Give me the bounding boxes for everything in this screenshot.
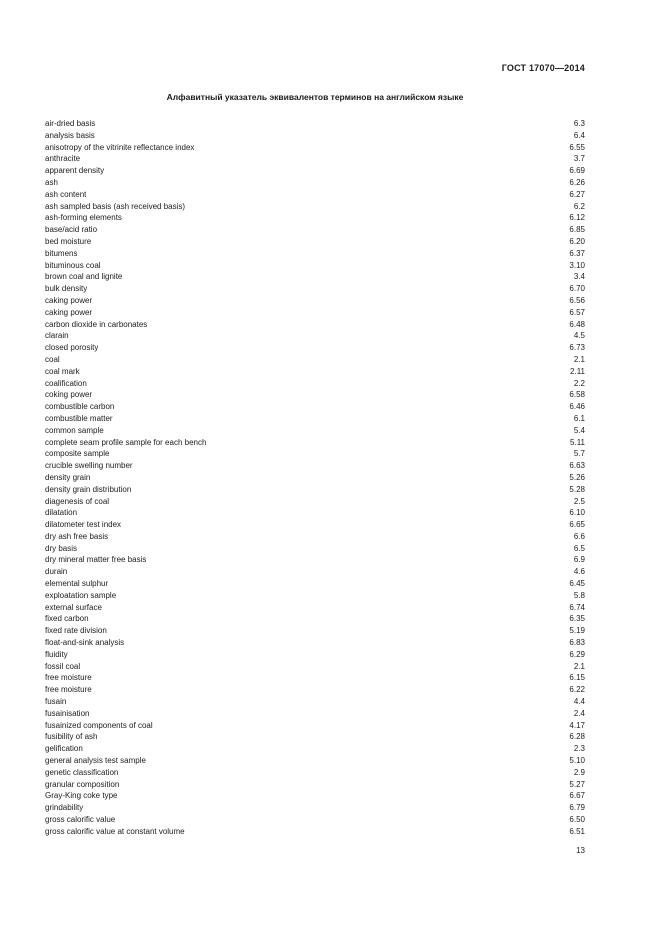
index-entry [45,578,585,590]
index-term: bituminous coal [45,260,101,270]
index-ref: 5.4 [573,425,585,435]
index-entry [45,566,585,578]
index-term: free moisture [45,685,92,695]
index-entry [45,531,585,543]
index-entry [45,236,585,248]
index-ref: 6.5 [573,543,585,553]
index-term: diagenesis of coal [45,496,110,506]
index-ref: 3.7 [573,154,585,164]
index-ref: 6.2 [573,201,585,211]
index-ref: 4.4 [573,697,585,707]
index-term: apparent density [45,166,105,176]
index-title: Алфавитный указатель эквивалентов терминов на английском языке [166,92,464,102]
index-ref: 6.22 [569,685,585,695]
index-entry [45,731,585,743]
index-ref: 2.11 [570,366,585,376]
index-term: fixed rate division [45,626,107,636]
index-entry [45,826,585,838]
index-ref: 2.3 [573,744,585,754]
index-ref: 6.83 [569,638,585,648]
index-ref: 6.48 [569,319,585,329]
index-list [45,118,585,838]
index-ref: 6.55 [569,142,585,152]
index-term: genetic classification [45,767,119,777]
index-ref: 6.70 [569,284,585,294]
index-entry [45,118,585,130]
index-term: air-dried basis [45,119,96,128]
index-term: clarain [45,331,69,341]
index-term: analysis basis [45,130,95,140]
index-term: composite sample [45,449,110,459]
index-term: bitumens [45,248,78,258]
index-ref: 6.12 [569,213,585,223]
index-ref: 6.6 [573,531,585,541]
index-ref: 6.79 [569,803,585,813]
index-entry [45,354,585,366]
index-entry [45,153,585,165]
index-entry [45,295,585,307]
index-ref: 6.28 [569,732,585,742]
index-entry [45,814,585,826]
index-term: dry basis [45,543,78,553]
index-entry [45,260,585,272]
index-term: coalification [45,378,87,388]
index-term: fusibility of ash [45,732,98,742]
index-entry [45,142,585,154]
index-term: fluidity [45,649,68,659]
index-ref: 5.19 [569,626,585,636]
index-entry [45,201,585,213]
index-term: granular composition [45,779,120,789]
index-term: ash [45,177,58,187]
index-ref: 6.15 [569,673,585,683]
index-term: caking power [45,307,93,317]
index-ref: 5.8 [573,590,585,600]
index-ref: 5.11 [570,437,585,447]
index-ref: 6.4 [573,130,585,140]
index-term: dilatation [45,508,78,518]
index-term: dry ash free basis [45,531,109,541]
index-term: exploatation sample [45,590,117,600]
index-entry [45,613,585,625]
index-entry [45,425,585,437]
index-term: common sample [45,425,104,435]
index-term: gross calorific value at constant volume [45,826,185,836]
index-entry [45,389,585,401]
index-entry [45,708,585,720]
index-term: closed porosity [45,343,99,353]
page-number: 13 [576,846,585,855]
index-ref: 6.1 [573,413,585,423]
index-ref: 6.9 [573,555,585,565]
index-entry [45,743,585,755]
index-entry [45,307,585,319]
index-entry [45,720,585,732]
index-entry [45,330,585,342]
index-term: density grain distribution [45,484,132,494]
index-term: density grain [45,472,91,482]
index-entry [45,401,585,413]
index-ref: 6.3 [573,119,585,128]
index-term: elemental sulphur [45,579,109,589]
index-term: ash-forming elements [45,213,122,223]
index-entry [45,649,585,661]
index-entry [45,767,585,779]
index-ref: 6.56 [569,295,585,305]
index-entry [45,130,585,142]
index-entry [45,342,585,354]
index-entry [45,507,585,519]
index-ref: 6.27 [569,189,585,199]
index-entry [45,413,585,425]
index-ref: 6.29 [569,649,585,659]
index-entry [45,448,585,460]
index-ref: 2.1 [573,661,585,671]
index-entry [45,165,585,177]
index-ref: 6.67 [569,791,585,801]
index-entry [45,696,585,708]
index-term: crucible swelling number [45,461,133,471]
index-term: gelification [45,744,83,754]
index-entry [45,661,585,673]
index-ref: 4.17 [569,720,585,730]
index-term: brown coal and lignite [45,272,123,282]
index-term: float-and-sink analysis [45,638,125,648]
index-ref: 3.4 [573,272,585,282]
index-ref: 6.45 [569,579,585,589]
index-entry [45,790,585,802]
index-term: combustible matter [45,413,113,423]
index-ref: 6.20 [569,236,585,246]
index-ref: 5.28 [569,484,585,494]
index-ref: 6.58 [569,390,585,400]
index-entry [45,271,585,283]
index-ref: 5.26 [569,472,585,482]
index-entry [45,437,585,449]
index-entry [45,543,585,555]
index-entry [45,283,585,295]
index-entry [45,802,585,814]
index-term: fixed carbon [45,614,89,624]
index-ref: 4.6 [573,567,585,577]
index-ref: 2.9 [573,767,585,777]
index-entry [45,519,585,531]
index-term: ash sampled basis (ash received basis) [45,201,186,211]
index-entry [45,484,585,496]
index-term: coking power [45,390,93,400]
document-number: ГОСТ 17070—2014 [501,63,585,73]
index-ref: 6.74 [569,602,585,612]
index-ref: 5.10 [569,756,585,766]
index-term: dilatometer test index [45,520,122,530]
index-term: combustible carbon [45,402,115,412]
index-term: gross calorific value [45,815,116,825]
index-entry [45,684,585,696]
index-term: anthracite [45,154,81,164]
index-ref: 6.69 [569,166,585,176]
index-term: fusain [45,697,67,707]
index-entry [45,496,585,508]
index-entry [45,779,585,791]
index-term: coal [45,354,60,364]
index-entry [45,625,585,637]
index-ref: 6.73 [569,343,585,353]
index-term: dry mineral matter free basis [45,555,147,565]
index-ref: 6.35 [569,614,585,624]
index-term: complete seam profile sample for each bench [45,437,207,447]
index-entry [45,319,585,331]
index-term: fusainized components of coal [45,720,153,730]
index-term: general analysis test sample [45,756,146,766]
index-ref: 6.26 [569,177,585,187]
index-ref: 6.57 [569,307,585,317]
index-term: external surface [45,602,102,612]
index-entry [45,460,585,472]
index-ref: 2.2 [573,378,585,388]
index-entry [45,248,585,260]
index-term: free moisture [45,673,92,683]
index-term: fossil coal [45,661,81,671]
index-term: caking power [45,295,93,305]
index-ref: 6.50 [569,815,585,825]
index-term: coal mark [45,366,80,376]
index-term: grindability [45,803,84,813]
index-entry [45,224,585,236]
index-ref: 5.27 [569,779,585,789]
index-ref: 2.1 [573,354,585,364]
index-ref: 2.5 [573,496,585,506]
index-entry [45,212,585,224]
index-ref: 6.85 [569,225,585,235]
index-entry [45,189,585,201]
index-ref: 6.10 [569,508,585,518]
index-entry [45,554,585,566]
index-ref: 5.7 [573,449,585,459]
index-ref: 2.4 [573,708,585,718]
index-ref: 6.63 [569,461,585,471]
index-ref: 6.51 [569,826,585,836]
index-entry [45,672,585,684]
index-term: carbon dioxide in carbonates [45,319,148,329]
index-entry [45,637,585,649]
index-ref: 6.46 [569,402,585,412]
index-term: fusainisation [45,708,90,718]
index-entry [45,177,585,189]
index-term: bed moisture [45,236,92,246]
index-ref: 3.10 [569,260,585,270]
index-ref: 4.5 [573,331,585,341]
index-entry [45,472,585,484]
index-entry [45,366,585,378]
index-term: durain [45,567,68,577]
index-entry [45,602,585,614]
index-entry [45,590,585,602]
index-entry [45,378,585,390]
index-term: anisotropy of the vitrinite reflectance index [45,142,195,152]
index-ref: 6.65 [569,520,585,530]
index-term: Gray-King coke type [45,791,118,801]
index-term: base/acid ratio [45,225,98,235]
index-entry [45,755,585,767]
index-term: bulk density [45,284,88,294]
index-term: ash content [45,189,87,199]
index-ref: 6.37 [569,248,585,258]
